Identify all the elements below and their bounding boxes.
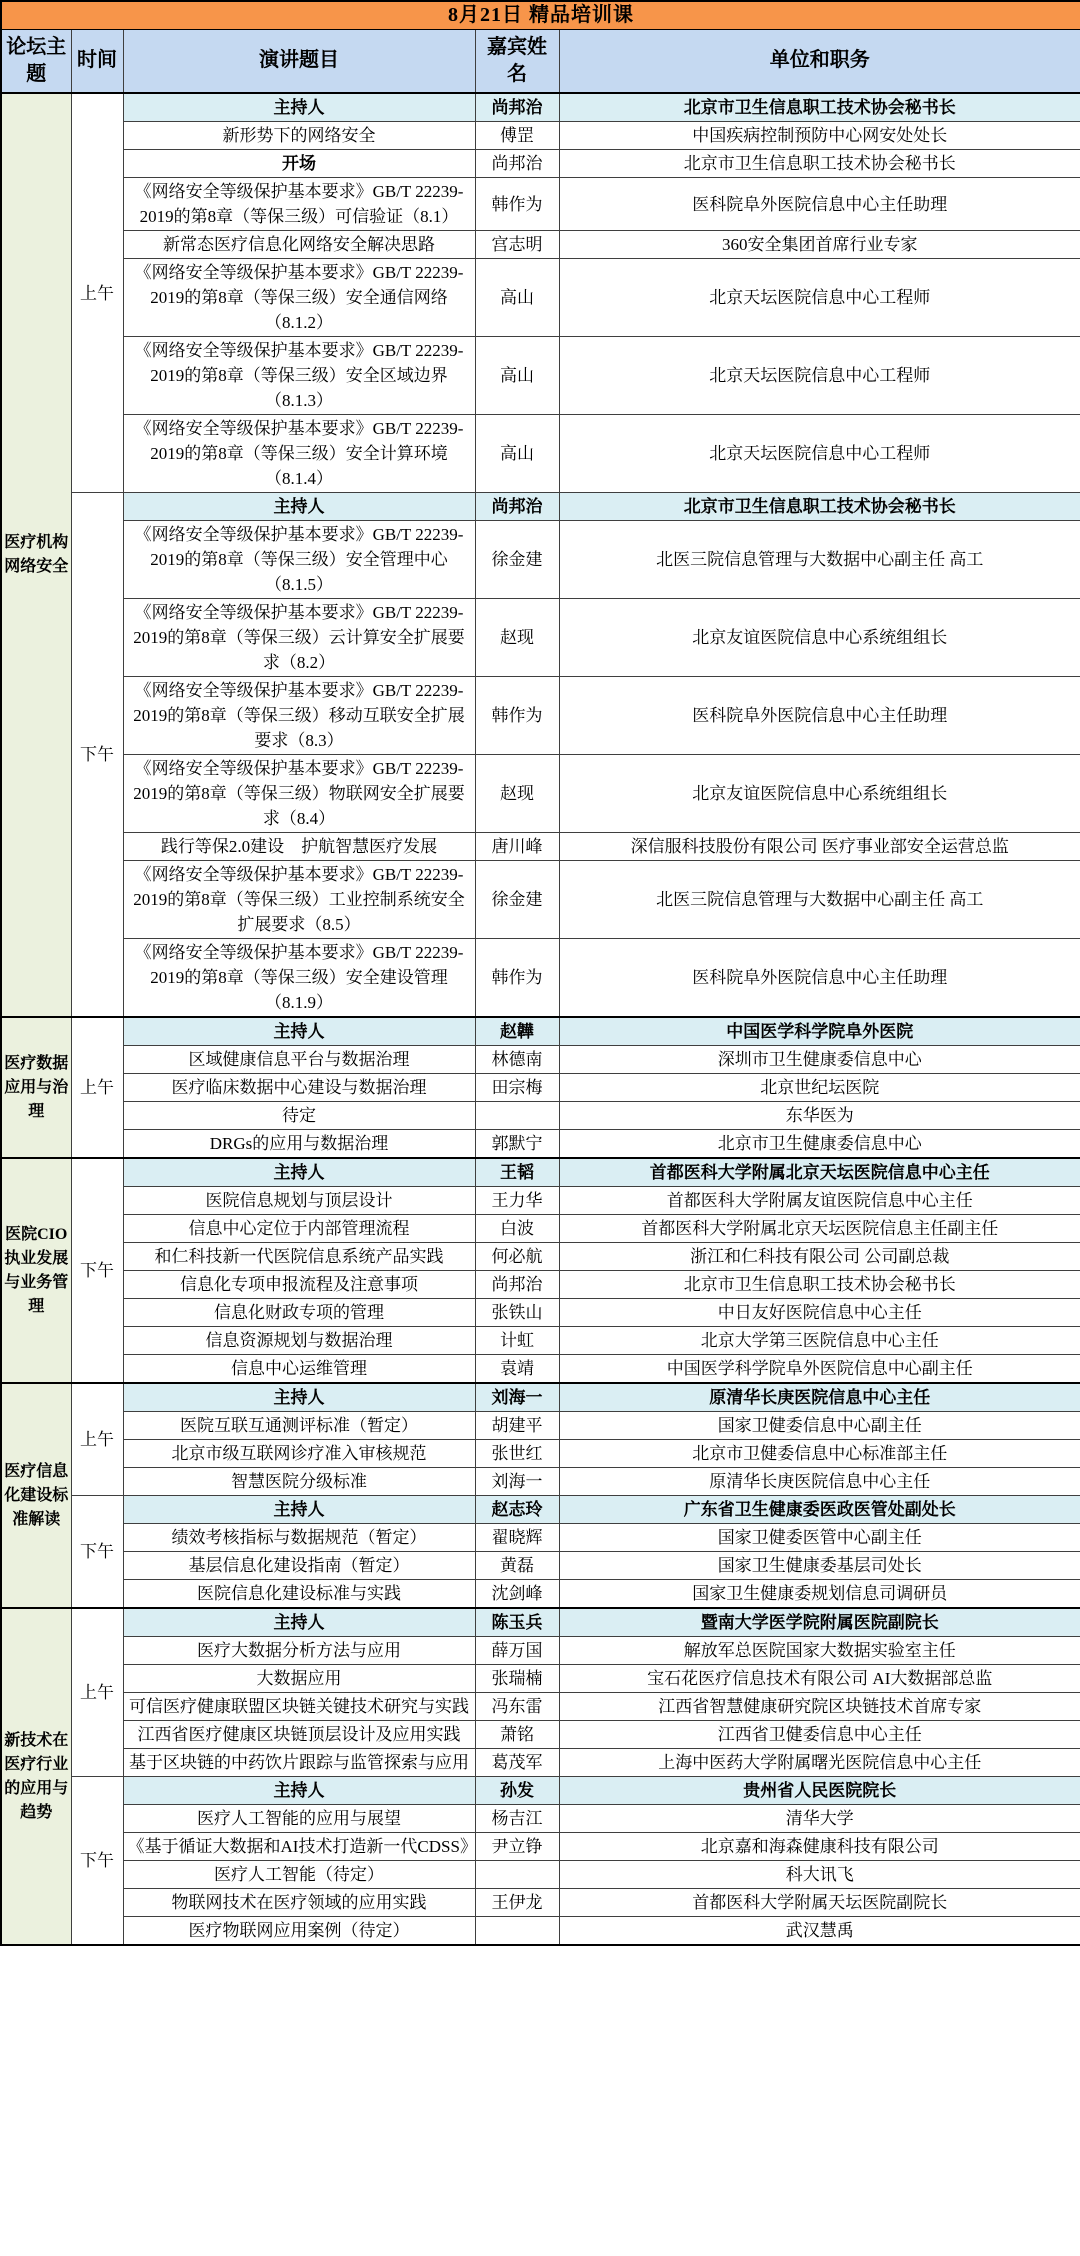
table-row: [1, 1861, 1080, 1889]
talk-title-cell: DRGs的应用与数据治理: [123, 1130, 475, 1159]
org-cell: 北京世纪坛医院: [559, 1074, 1080, 1102]
guest-name-cell: 郭默宁: [475, 1130, 559, 1159]
org-cell: 科大讯飞: [559, 1861, 1080, 1889]
talk-title-cell: 主持人: [123, 1017, 475, 1046]
table-row: [1, 1777, 1080, 1805]
talk-title-cell: 《网络安全等级保护基本要求》GB/T 22239-2019的第8章（等保三级）安全建设管理（8.1.9）: [123, 939, 475, 1018]
talk-title-cell: 区域健康信息平台与数据治理: [123, 1046, 475, 1074]
org-cell: 中日友好医院信息中心主任: [559, 1299, 1080, 1327]
guest-name-cell: 黄磊: [475, 1552, 559, 1580]
guest-name-cell: 赵志玲: [475, 1496, 559, 1524]
talk-title-cell: 信息资源规划与数据治理: [123, 1327, 475, 1355]
guest-name-cell: 唐川峰: [475, 833, 559, 861]
guest-name-cell: 张瑞楠: [475, 1665, 559, 1693]
talk-title-cell: 医疗物联网应用案例（待定）: [123, 1917, 475, 1946]
guest-name-cell: 白波: [475, 1215, 559, 1243]
table-title: 8月21日 精品培训课: [1, 1, 1080, 29]
guest-name-cell: [475, 1861, 559, 1889]
guest-name-cell: 张铁山: [475, 1299, 559, 1327]
talk-title-cell: 信息中心定位于内部管理流程: [123, 1215, 475, 1243]
org-cell: 原清华长庚医院信息中心主任: [559, 1383, 1080, 1412]
org-cell: 医科院阜外医院信息中心主任助理: [559, 677, 1080, 755]
talk-title-cell: 医疗大数据分析方法与应用: [123, 1637, 475, 1665]
table-row: [1, 1299, 1080, 1327]
talk-title-cell: 智慧医院分级标准: [123, 1468, 475, 1496]
org-cell: 北京市卫健委信息中心标准部主任: [559, 1440, 1080, 1468]
org-cell: 江西省卫健委信息中心主任: [559, 1721, 1080, 1749]
org-cell: 暨南大学医学院附属医院副院长: [559, 1608, 1080, 1637]
org-cell: 武汉慧禹: [559, 1917, 1080, 1946]
time-cell: 上午: [71, 1017, 123, 1158]
guest-name-cell: 王伊龙: [475, 1889, 559, 1917]
table-row: [1, 493, 1080, 521]
title-row: [1, 1, 1080, 29]
table-row: [1, 415, 1080, 493]
guest-name-cell: 徐金建: [475, 521, 559, 599]
talk-title-cell: 《网络安全等级保护基本要求》GB/T 22239-2019的第8章（等保三级）可信验证（8.1）: [123, 178, 475, 231]
org-cell: 北京天坛医院信息中心工程师: [559, 259, 1080, 337]
guest-name-cell: 高山: [475, 259, 559, 337]
table-row: [1, 1693, 1080, 1721]
table-row: [1, 1383, 1080, 1412]
guest-name-cell: 韩作为: [475, 939, 559, 1018]
talk-title-cell: 《网络安全等级保护基本要求》GB/T 22239-2019的第8章（等保三级）安全区域边界（8.1.3）: [123, 337, 475, 415]
talk-title-cell: 和仁科技新一代医院信息系统产品实践: [123, 1243, 475, 1271]
guest-name-cell: 刘海一: [475, 1383, 559, 1412]
talk-title-cell: 基于区块链的中药饮片跟踪与监管探索与应用: [123, 1749, 475, 1777]
time-cell: 下午: [71, 1496, 123, 1609]
talk-title-cell: 主持人: [123, 1158, 475, 1187]
org-cell: 上海中医药大学附属曙光医院信息中心主任: [559, 1749, 1080, 1777]
talk-title-cell: 北京市级互联网诊疗准入审核规范: [123, 1440, 475, 1468]
table-row: [1, 1102, 1080, 1130]
org-cell: 国家卫健委信息中心副主任: [559, 1412, 1080, 1440]
guest-name-cell: 胡建平: [475, 1412, 559, 1440]
table-row: [1, 1805, 1080, 1833]
table-row: [1, 1046, 1080, 1074]
column-header-time: 时间: [71, 29, 123, 93]
talk-title-cell: 待定: [123, 1102, 475, 1130]
talk-title-cell: 践行等保2.0建设 护航智慧医疗发展: [123, 833, 475, 861]
column-header-topic: 演讲题目: [123, 29, 475, 93]
talk-title-cell: 《网络安全等级保护基本要求》GB/T 22239-2019的第8章（等保三级）安全计算环境（8.1.4）: [123, 415, 475, 493]
talk-title-cell: 《网络安全等级保护基本要求》GB/T 22239-2019的第8章（等保三级）安全管理中心（8.1.5）: [123, 521, 475, 599]
table-row: [1, 521, 1080, 599]
column-header-row: [1, 29, 1080, 93]
guest-name-cell: 韩作为: [475, 677, 559, 755]
table-row: [1, 1158, 1080, 1187]
org-cell: 北京天坛医院信息中心工程师: [559, 415, 1080, 493]
talk-title-cell: 主持人: [123, 1608, 475, 1637]
guest-name-cell: 陈玉兵: [475, 1608, 559, 1637]
table-row: [1, 1608, 1080, 1637]
guest-name-cell: 韩作为: [475, 178, 559, 231]
talk-title-cell: 医院信息化建设标准与实践: [123, 1580, 475, 1609]
talk-title-cell: 医疗人工智能（待定）: [123, 1861, 475, 1889]
org-cell: 360安全集团首席行业专家: [559, 231, 1080, 259]
table-row: [1, 1637, 1080, 1665]
table-row: [1, 1327, 1080, 1355]
org-cell: 北京市卫生信息职工技术协会秘书长: [559, 150, 1080, 178]
talk-title-cell: 江西省医疗健康区块链顶层设计及应用实践: [123, 1721, 475, 1749]
table-row: [1, 1496, 1080, 1524]
table-row: [1, 1721, 1080, 1749]
talk-title-cell: 信息中心运维管理: [123, 1355, 475, 1384]
org-cell: 中国医学科学院阜外医院信息中心副主任: [559, 1355, 1080, 1384]
org-cell: 首都医科大学附属友谊医院信息中心主任: [559, 1187, 1080, 1215]
table-row: [1, 833, 1080, 861]
talk-title-cell: 主持人: [123, 1383, 475, 1412]
talk-title-cell: 信息化专项申报流程及注意事项: [123, 1271, 475, 1299]
guest-name-cell: 宫志明: [475, 231, 559, 259]
guest-name-cell: 冯东雷: [475, 1693, 559, 1721]
org-cell: 国家卫生健康委规划信息司调研员: [559, 1580, 1080, 1609]
table-row: [1, 1889, 1080, 1917]
guest-name-cell: 田宗梅: [475, 1074, 559, 1102]
org-cell: 北京市卫生信息职工技术协会秘书长: [559, 493, 1080, 521]
guest-name-cell: [475, 1102, 559, 1130]
talk-title-cell: 信息化财政专项的管理: [123, 1299, 475, 1327]
guest-name-cell: 薛万国: [475, 1637, 559, 1665]
org-cell: 北医三院信息管理与大数据中心副主任 高工: [559, 861, 1080, 939]
org-cell: 首都医科大学附属北京天坛医院信息中心主任: [559, 1158, 1080, 1187]
org-cell: 国家卫健委医管中心副主任: [559, 1524, 1080, 1552]
talk-title-cell: 基层信息化建设指南（暂定）: [123, 1552, 475, 1580]
org-cell: 江西省智慧健康研究院区块链技术首席专家: [559, 1693, 1080, 1721]
table-row: [1, 1215, 1080, 1243]
org-cell: 中国医学科学院阜外医院: [559, 1017, 1080, 1046]
table-row: [1, 1917, 1080, 1946]
talk-title-cell: 《基于循证大数据和AI技术打造新一代CDSS》: [123, 1833, 475, 1861]
table-row: [1, 1187, 1080, 1215]
org-cell: 深信服科技股份有限公司 医疗事业部安全运营总监: [559, 833, 1080, 861]
table-row: [1, 1833, 1080, 1861]
talk-title-cell: 绩效考核指标与数据规范（暂定）: [123, 1524, 475, 1552]
table-row: [1, 93, 1080, 122]
table-row: [1, 939, 1080, 1018]
guest-name-cell: 徐金建: [475, 861, 559, 939]
talk-title-cell: 医疗临床数据中心建设与数据治理: [123, 1074, 475, 1102]
talk-title-cell: 新常态医疗信息化网络安全解决思路: [123, 231, 475, 259]
org-cell: 北京友谊医院信息中心系统组组长: [559, 755, 1080, 833]
guest-name-cell: 尹立铮: [475, 1833, 559, 1861]
talk-title-cell: 医疗人工智能的应用与展望: [123, 1805, 475, 1833]
org-cell: 首都医科大学附属天坛医院副院长: [559, 1889, 1080, 1917]
guest-name-cell: 尚邦治: [475, 93, 559, 122]
time-cell: 上午: [71, 1383, 123, 1496]
talk-title-cell: 大数据应用: [123, 1665, 475, 1693]
time-cell: 下午: [71, 1158, 123, 1383]
org-cell: 浙江和仁科技有限公司 公司副总裁: [559, 1243, 1080, 1271]
guest-name-cell: 高山: [475, 337, 559, 415]
table-row: [1, 1130, 1080, 1159]
org-cell: 北京市卫生健康委信息中心: [559, 1130, 1080, 1159]
table-row: [1, 1749, 1080, 1777]
guest-name-cell: 袁靖: [475, 1355, 559, 1384]
org-cell: 清华大学: [559, 1805, 1080, 1833]
guest-name-cell: 翟晓辉: [475, 1524, 559, 1552]
talk-title-cell: 新形势下的网络安全: [123, 122, 475, 150]
table-row: [1, 1243, 1080, 1271]
guest-name-cell: 林德南: [475, 1046, 559, 1074]
guest-name-cell: 杨吉江: [475, 1805, 559, 1833]
guest-name-cell: 赵现: [475, 599, 559, 677]
org-cell: 东华医为: [559, 1102, 1080, 1130]
talk-title-cell: 医院互联互通测评标准（暂定）: [123, 1412, 475, 1440]
org-cell: 北京天坛医院信息中心工程师: [559, 337, 1080, 415]
org-cell: 宝石花医疗信息技术有限公司 AI大数据部总监: [559, 1665, 1080, 1693]
talk-title-cell: 主持人: [123, 1496, 475, 1524]
guest-name-cell: 尚邦治: [475, 150, 559, 178]
talk-title-cell: 可信医疗健康联盟区块链关键技术研究与实践: [123, 1693, 475, 1721]
table-row: [1, 1468, 1080, 1496]
talk-title-cell: 开场: [123, 150, 475, 178]
org-cell: 解放军总医院国家大数据实验室主任: [559, 1637, 1080, 1665]
guest-name-cell: 尚邦治: [475, 1271, 559, 1299]
org-cell: 广东省卫生健康委医政医管处副处长: [559, 1496, 1080, 1524]
time-cell: 下午: [71, 1777, 123, 1946]
org-cell: 北京市卫生信息职工技术协会秘书长: [559, 93, 1080, 122]
table-row: [1, 231, 1080, 259]
org-cell: 北京市卫生信息职工技术协会秘书长: [559, 1271, 1080, 1299]
guest-name-cell: 傅罡: [475, 122, 559, 150]
guest-name-cell: 葛茂军: [475, 1749, 559, 1777]
talk-title-cell: 《网络安全等级保护基本要求》GB/T 22239-2019的第8章（等保三级）云计算安全扩展要求（8.2）: [123, 599, 475, 677]
table-row: [1, 1017, 1080, 1046]
theme-cell: 医疗数据应用与治理: [1, 1017, 71, 1158]
guest-name-cell: 刘海一: [475, 1468, 559, 1496]
column-header-org: 单位和职务: [559, 29, 1080, 93]
table-row: [1, 1412, 1080, 1440]
theme-cell: 医院CIO执业发展与业务管理: [1, 1158, 71, 1383]
guest-name-cell: 王韬: [475, 1158, 559, 1187]
table-row: [1, 150, 1080, 178]
table-row: [1, 1355, 1080, 1384]
table-row: [1, 259, 1080, 337]
table-row: [1, 337, 1080, 415]
guest-name-cell: 沈剑峰: [475, 1580, 559, 1609]
guest-name-cell: 张世红: [475, 1440, 559, 1468]
guest-name-cell: 计虹: [475, 1327, 559, 1355]
talk-title-cell: 主持人: [123, 1777, 475, 1805]
org-cell: 中国疾病控制预防中心网安处处长: [559, 122, 1080, 150]
talk-title-cell: 物联网技术在医疗领域的应用实践: [123, 1889, 475, 1917]
table-row: [1, 1580, 1080, 1609]
table-row: [1, 1074, 1080, 1102]
theme-cell: 新技术在医疗行业的应用与趋势: [1, 1608, 71, 1945]
org-cell: 贵州省人民医院院长: [559, 1777, 1080, 1805]
table-row: [1, 1271, 1080, 1299]
talk-title-cell: 主持人: [123, 493, 475, 521]
time-cell: 下午: [71, 493, 123, 1018]
table-row: [1, 1524, 1080, 1552]
guest-name-cell: 赵韡: [475, 1017, 559, 1046]
guest-name-cell: 萧铭: [475, 1721, 559, 1749]
guest-name-cell: [475, 1917, 559, 1946]
table-row: [1, 122, 1080, 150]
org-cell: 医科院阜外医院信息中心主任助理: [559, 178, 1080, 231]
talk-title-cell: 主持人: [123, 93, 475, 122]
org-cell: 北京嘉和海森健康科技有限公司: [559, 1833, 1080, 1861]
org-cell: 医科院阜外医院信息中心主任助理: [559, 939, 1080, 1018]
talk-title-cell: 《网络安全等级保护基本要求》GB/T 22239-2019的第8章（等保三级）移动互联安全扩展要求（8.3）: [123, 677, 475, 755]
talk-title-cell: 《网络安全等级保护基本要求》GB/T 22239-2019的第8章（等保三级）安全通信网络（8.1.2）: [123, 259, 475, 337]
guest-name-cell: 赵现: [475, 755, 559, 833]
org-cell: 深圳市卫生健康委信息中心: [559, 1046, 1080, 1074]
org-cell: 原清华长庚医院信息中心主任: [559, 1468, 1080, 1496]
guest-name-cell: 何必航: [475, 1243, 559, 1271]
theme-cell: 医疗信息化建设标准解读: [1, 1383, 71, 1608]
org-cell: 北医三院信息管理与大数据中心副主任 高工: [559, 521, 1080, 599]
talk-title-cell: 医院信息规划与顶层设计: [123, 1187, 475, 1215]
guest-name-cell: 尚邦治: [475, 493, 559, 521]
org-cell: 北京大学第三医院信息中心主任: [559, 1327, 1080, 1355]
column-header-guest: 嘉宾姓名: [475, 29, 559, 93]
guest-name-cell: 高山: [475, 415, 559, 493]
schedule-body: [1, 93, 1080, 1945]
table-row: [1, 1440, 1080, 1468]
guest-name-cell: 王力华: [475, 1187, 559, 1215]
time-cell: 上午: [71, 1608, 123, 1777]
table-row: [1, 861, 1080, 939]
table-row: [1, 599, 1080, 677]
talk-title-cell: 《网络安全等级保护基本要求》GB/T 22239-2019的第8章（等保三级）物联网安全扩展要求（8.4）: [123, 755, 475, 833]
table-row: [1, 1665, 1080, 1693]
table-row: [1, 755, 1080, 833]
org-cell: 国家卫生健康委基层司处长: [559, 1552, 1080, 1580]
time-cell: 上午: [71, 93, 123, 493]
guest-name-cell: 孙发: [475, 1777, 559, 1805]
table-row: [1, 178, 1080, 231]
theme-cell: 医疗机构网络安全: [1, 93, 71, 1017]
table-row: [1, 677, 1080, 755]
org-cell: 北京友谊医院信息中心系统组组长: [559, 599, 1080, 677]
talk-title-cell: 《网络安全等级保护基本要求》GB/T 22239-2019的第8章（等保三级）工业控制系统安全扩展要求（8.5）: [123, 861, 475, 939]
org-cell: 首都医科大学附属北京天坛医院信息主任副主任: [559, 1215, 1080, 1243]
table-row: [1, 1552, 1080, 1580]
column-header-theme: 论坛主题: [1, 29, 71, 93]
